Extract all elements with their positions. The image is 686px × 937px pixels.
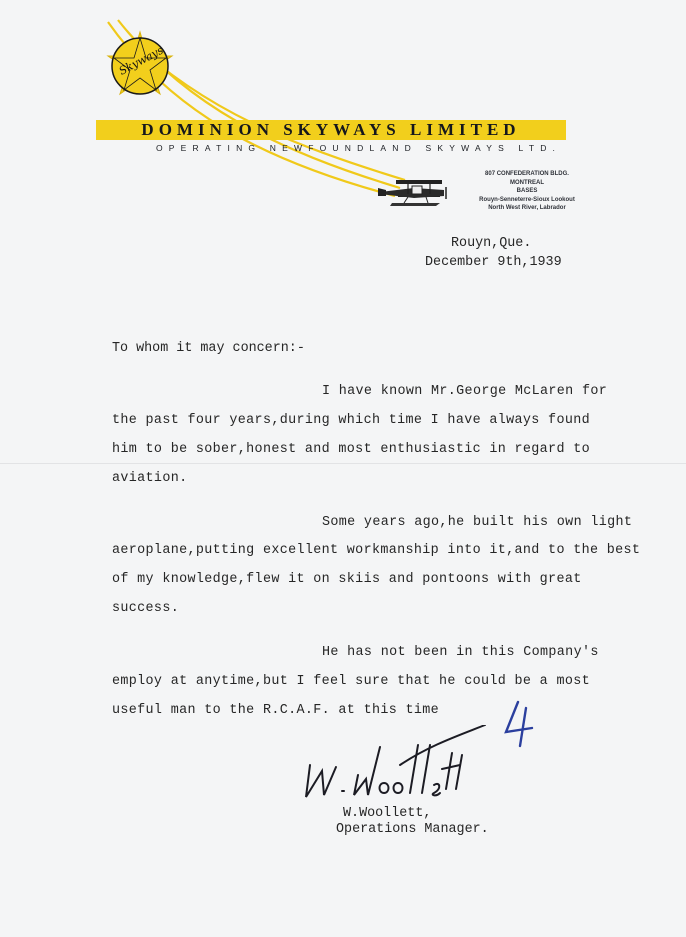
paragraph-line: aviation. [112,471,188,486]
address-line: MONTREAL [510,179,544,186]
letter-place: Rouyn,Que. [451,236,532,251]
address-line: Rouyn-Senneterre-Sioux Lookout [479,196,575,203]
paper-fold-line [0,463,686,464]
letter-date: December 9th,1939 [425,255,562,270]
paragraph-line: success. [112,601,180,616]
paragraph-line: him to be sober,honest and most enthusiastic in regard to [112,442,590,457]
logo-script-text: Skyways [116,43,166,78]
signatory-title: Operations Manager. [336,822,489,837]
paragraph-line: He has not been in this Company's [322,645,599,660]
paragraph-line: employ at anytime,but I feel sure that he could be a most [112,674,590,689]
paragraph-line: I have known Mr.George McLaren for [322,384,608,399]
paragraph-line: Some years ago,he built his own light [322,515,633,530]
company-subtitle: OPERATING NEWFOUNDLAND SKYWAYS LTD. [156,143,562,153]
paragraph-line: the past four years,during which time I have always found [112,413,590,428]
letter-salutation: To whom it may concern:- [112,341,305,356]
handwritten-signature [300,725,490,803]
company-address [457,170,597,213]
address-line: 807 CONFEDERATION BLDG. [485,171,569,177]
company-name: DOMINION SKYWAYS LIMITED [141,120,521,139]
handwritten-mark [500,698,540,750]
address-line: BASES [516,188,538,194]
paragraph-line: aeroplane,putting excellent workmanship into it,and to the best [112,543,641,558]
address-line: North West River, Labrador [488,205,566,211]
paragraph-line: of my knowledge,flew it on skiis and pontoons with great [112,572,582,587]
signatory-name: W.Woollett, [343,806,432,821]
paragraph-line: useful man to the R.C.A.F. at this time [112,703,440,718]
